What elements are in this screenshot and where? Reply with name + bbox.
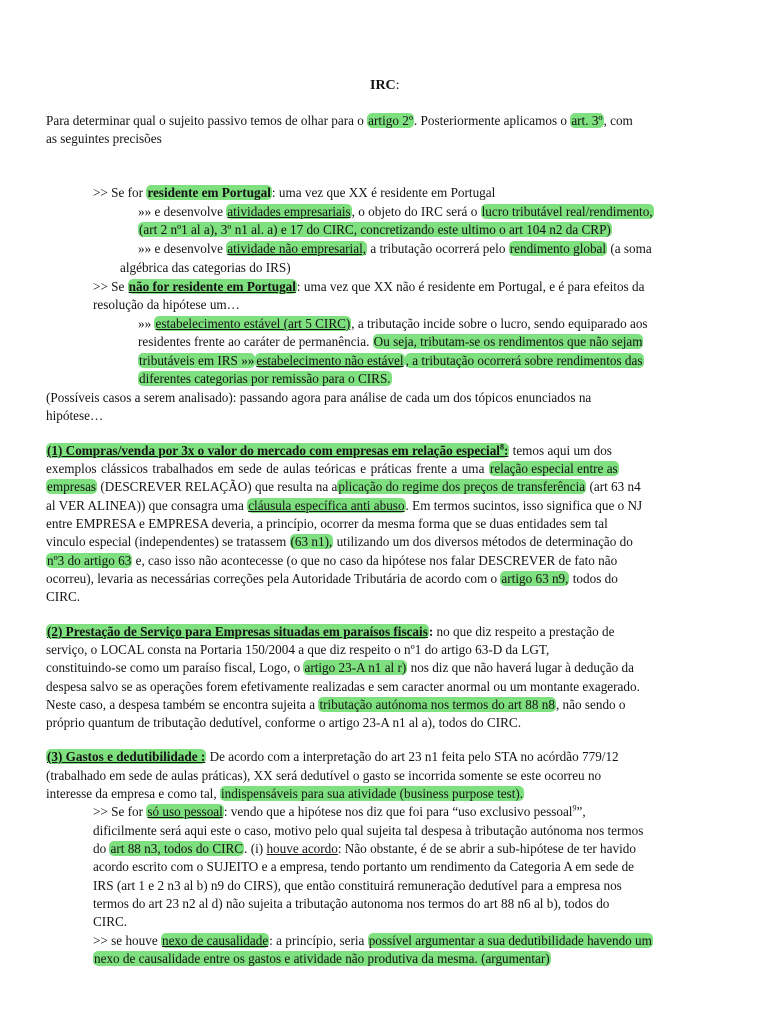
text: próprio quantum de tributação dedutível, conforme o artigo 23-A n1 al a), todos do CIRC. [46,715,522,730]
highlight: nexo de causalidade entre os gastos e atividade não produtiva da mesma. (argumentar) [94,951,550,966]
text: , a tributação incide sobre o lucro, sendo equiparado aos [351,316,648,331]
highlight: indispensáveis para sua atividade (business purpose test). [220,786,524,801]
possible-line-2 [46,407,103,425]
highlight: art 88 n3, todos do CIRC [110,841,244,856]
text: (a soma [607,241,652,256]
s3-line-3 [46,785,524,803]
text: residentes frente ao caráter de permanência. [138,334,373,349]
text: Para determinar qual o sujeito passivo temos de olhar para o [46,113,368,128]
highlight: (art 2 nº1 al a), 3º n1 al. a) e 17 do CIRC, concretizando este ultimo o art 104 n2 da CRP) [139,222,611,237]
text: al VER ALINEA)) que consagra uma [46,498,248,513]
s1-line-5 [46,515,608,533]
highlight: residente em Portugal [147,185,271,200]
text: >> Se for [93,804,147,819]
text: a tributação ocorrerá pelo [367,241,509,256]
possible-line-1 [46,389,591,407]
text: IRS (art 1 e 2 n3 al b) n9 do CIRS), que então constituirá remuneração dedutível para a empresa nos [93,878,622,893]
text: »» [138,316,155,331]
s2-heading [46,624,433,639]
resident-line-4 [138,240,652,258]
highlight: nexo de causalidade [161,933,269,948]
resident-line-1 [93,184,495,202]
highlight: Ou seja, tributam-se os rendimentos que não sejam [373,334,643,349]
heading-text: (1) Compras/venda por 3x o valor do mercado com empresas em relação especial [47,443,500,458]
resident-line-3 [138,221,612,239]
highlight: artigo 23-A n1 al r) [304,660,407,675]
text: >> se houve [93,933,161,948]
text: serviço, o LOCAL consta na Portaria 150/2004 a que diz respeito o nº1 do artigo 63-D da LGT, [46,642,550,657]
text: CIRC. [46,589,81,604]
nonresident-line-4 [138,333,643,351]
text: hipótese… [46,408,104,423]
s1-line-8 [46,570,618,588]
highlight: artigo 2º [368,113,413,128]
text: despesa salvo se as operações forem efetivamente realizadas e sem caracter anormal ou um montante exagerado. [46,679,640,694]
document-title [370,77,400,95]
s1-line-4 [46,497,642,515]
text: (trabalhado em sede de aulas práticas), XX será dedutível o gasto se incorrida somente se este ocorreu no [46,768,602,783]
highlight: não for residente em Portugal [128,279,296,294]
s3-line-9 [93,895,609,913]
text: »» e desenvolve [138,241,227,256]
text: : Não obstante, é de se abrir a sub-hipótese de ter havido [337,841,636,856]
text: (art 63 n4 [586,479,641,494]
highlight: artigo 63 n9, [501,571,569,586]
nonresident-line-2 [93,296,240,314]
text: ”, [576,804,586,819]
s1-line-9 [46,588,80,606]
text: as seguintes precisões [46,131,162,146]
s3-heading: (3) Gastos e dedutibilidade : [47,749,206,764]
text: »» e desenvolve [138,204,227,219]
s3-line-11 [93,932,653,950]
highlight: rendimento global [509,241,607,256]
highlight: relação especial entre as [489,461,618,476]
nonresident-line-1 [93,278,644,296]
highlight: (63 n1), [290,534,333,549]
highlight: tributação autónoma nos termos do art 88 n8 [319,697,555,712]
text: : uma vez que XX é residente em Portugal [271,185,496,200]
text: algébrica das categorias do IRS) [120,260,291,275]
nonresident-line-6 [138,370,392,388]
text: , o objeto do IRC será o [351,204,481,219]
footnote-ref: 8 [499,442,504,452]
s3-line-8 [93,877,622,895]
s2-line-4 [46,678,640,696]
text: CIRC. [93,914,128,929]
text: houve acordo [266,841,338,856]
text: do [93,841,110,856]
heading-text: (2) Prestação de Serviço para Empresas situadas em paraísos fiscais [47,624,428,639]
nonresident-line-5 [138,352,644,370]
s2-line-5 [46,696,626,714]
text: todos do [569,571,618,586]
text: termos do art 23 n2 al d) não sujeita a tributação autonoma nos termos do art 88 n6 al b), todos do [93,896,610,911]
s3-line-6 [93,840,636,858]
text: (DESCREVER RELAÇÃO) que resulta na a [97,479,338,494]
text: ocorreu), levaria as necessárias correções pela Autoridade Tributária de acordo com o [46,571,501,586]
highlight: lucro tributável real/rendimento, [481,204,653,219]
text: . (i) [244,841,267,856]
highlight: estabelecimento estável (art 5 CIRC) [155,316,351,331]
s1-line-2 [46,460,619,478]
resident-line-2 [138,203,654,221]
s3-line-2 [46,767,601,785]
heading-colon: : [503,443,509,458]
heading-colon: : [428,624,434,639]
s3-line-1 [46,748,619,766]
intro-line-1 [46,112,633,130]
text: exemplos clássicos trabalhados em sede de aulas teóricas e práticas frente a uma [46,461,489,476]
highlight: estabelecimento não estável [256,353,404,368]
highlight: plicação do regime dos preços de transferência [338,479,586,494]
highlight: , a tributação ocorrerá sobre rendimentos das [405,353,643,368]
text: . Posteriormente aplicamos o [413,113,571,128]
text: : uma vez que XX não é residente em Portugal, e é para efeitos da [296,279,645,294]
text: e, caso isso não acontecesse (o que no caso da hipótese nos falar DESCREVER de fato não [132,553,618,568]
resident-line-5 [120,259,291,277]
s1-heading [46,443,509,458]
highlight: só uso pessoal [147,804,223,819]
text: vinculo especial (independentes) se tratassem [46,534,290,549]
text: De acordo com a interpretação do art 23 n1 feita pelo STA no acórdão 779/12 [206,749,619,764]
text: temos aqui um dos [509,443,612,458]
s2-line-2 [46,641,549,659]
text: >> Se for [93,185,147,200]
highlight: atividade não empresarial, [227,241,367,256]
text: no que diz respeito a prestação de [433,624,615,639]
text: , não sendo o [555,697,626,712]
highlight: cláusula específica anti abuso [248,498,405,513]
highlight: empresas [47,479,97,494]
footnote-ref: 9 [572,803,577,813]
s3-line-5 [93,822,643,840]
s3-line-12 [93,950,551,968]
s1-line-7 [46,552,617,570]
s1-line-1 [46,442,612,460]
text: entre EMPRESA e EMPRESA deveria, a princípio, ocorrer da mesma forma que se duas entidades sem tal [46,516,608,531]
intro-line-2 [46,130,162,148]
s2-line-3 [46,659,634,677]
nonresident-line-3 [138,315,648,333]
text: , com [603,113,633,128]
text: >> Se [93,279,128,294]
text: resolução da hipótese um… [93,297,240,312]
s3-line-4 [93,803,586,821]
text: (Possíveis casos a serem analisado): passando agora para análise de cada um dos tópicos enunciados na [46,390,592,405]
text: acordo escrito com o SUJEITO e a empresa, tendo portanto um rendimento da Categoria A em sede de [93,859,635,874]
s1-line-3 [46,478,641,496]
text: interesse da empresa e como tal, [46,786,220,801]
title-text: IRC [370,78,396,93]
text: Neste caso, a despesa também se encontra sujeita a [46,697,319,712]
s2-line-1 [46,623,615,641]
s2-line-6 [46,714,521,732]
text: constituindo-se como um paraíso fiscal, Logo, o [46,660,304,675]
text: nos diz que não haverá lugar à dedução da [407,660,634,675]
highlight: tributáveis em IRS »» [139,353,255,368]
text: : vendo que a hipótese nos diz que foi para “uso exclusivo pessoal [223,804,573,819]
s3-line-7 [93,858,634,876]
highlight: diferentes categorias por remissão para o CIRS. [139,371,391,386]
highlight: atividades empresariais [227,204,351,219]
s1-line-6 [46,533,633,551]
highlight: possível argumentar a sua dedutibilidade havendo um [368,933,652,948]
text: utilizando um dos diversos métodos de determinação do [333,534,633,549]
text: : a princípio, seria [269,933,368,948]
text: dificilmente será aqui este o caso, motivo pelo qual sujeita tal despesa à tributação autónoma nos termos [93,823,644,838]
highlight: art. 3º [571,113,603,128]
s3-line-10 [93,913,127,931]
highlight: nº3 do artigo 63 [47,553,132,568]
title-suffix: : [395,78,400,93]
text: . Em termos sucintos, isso significa que o NJ [405,498,643,513]
